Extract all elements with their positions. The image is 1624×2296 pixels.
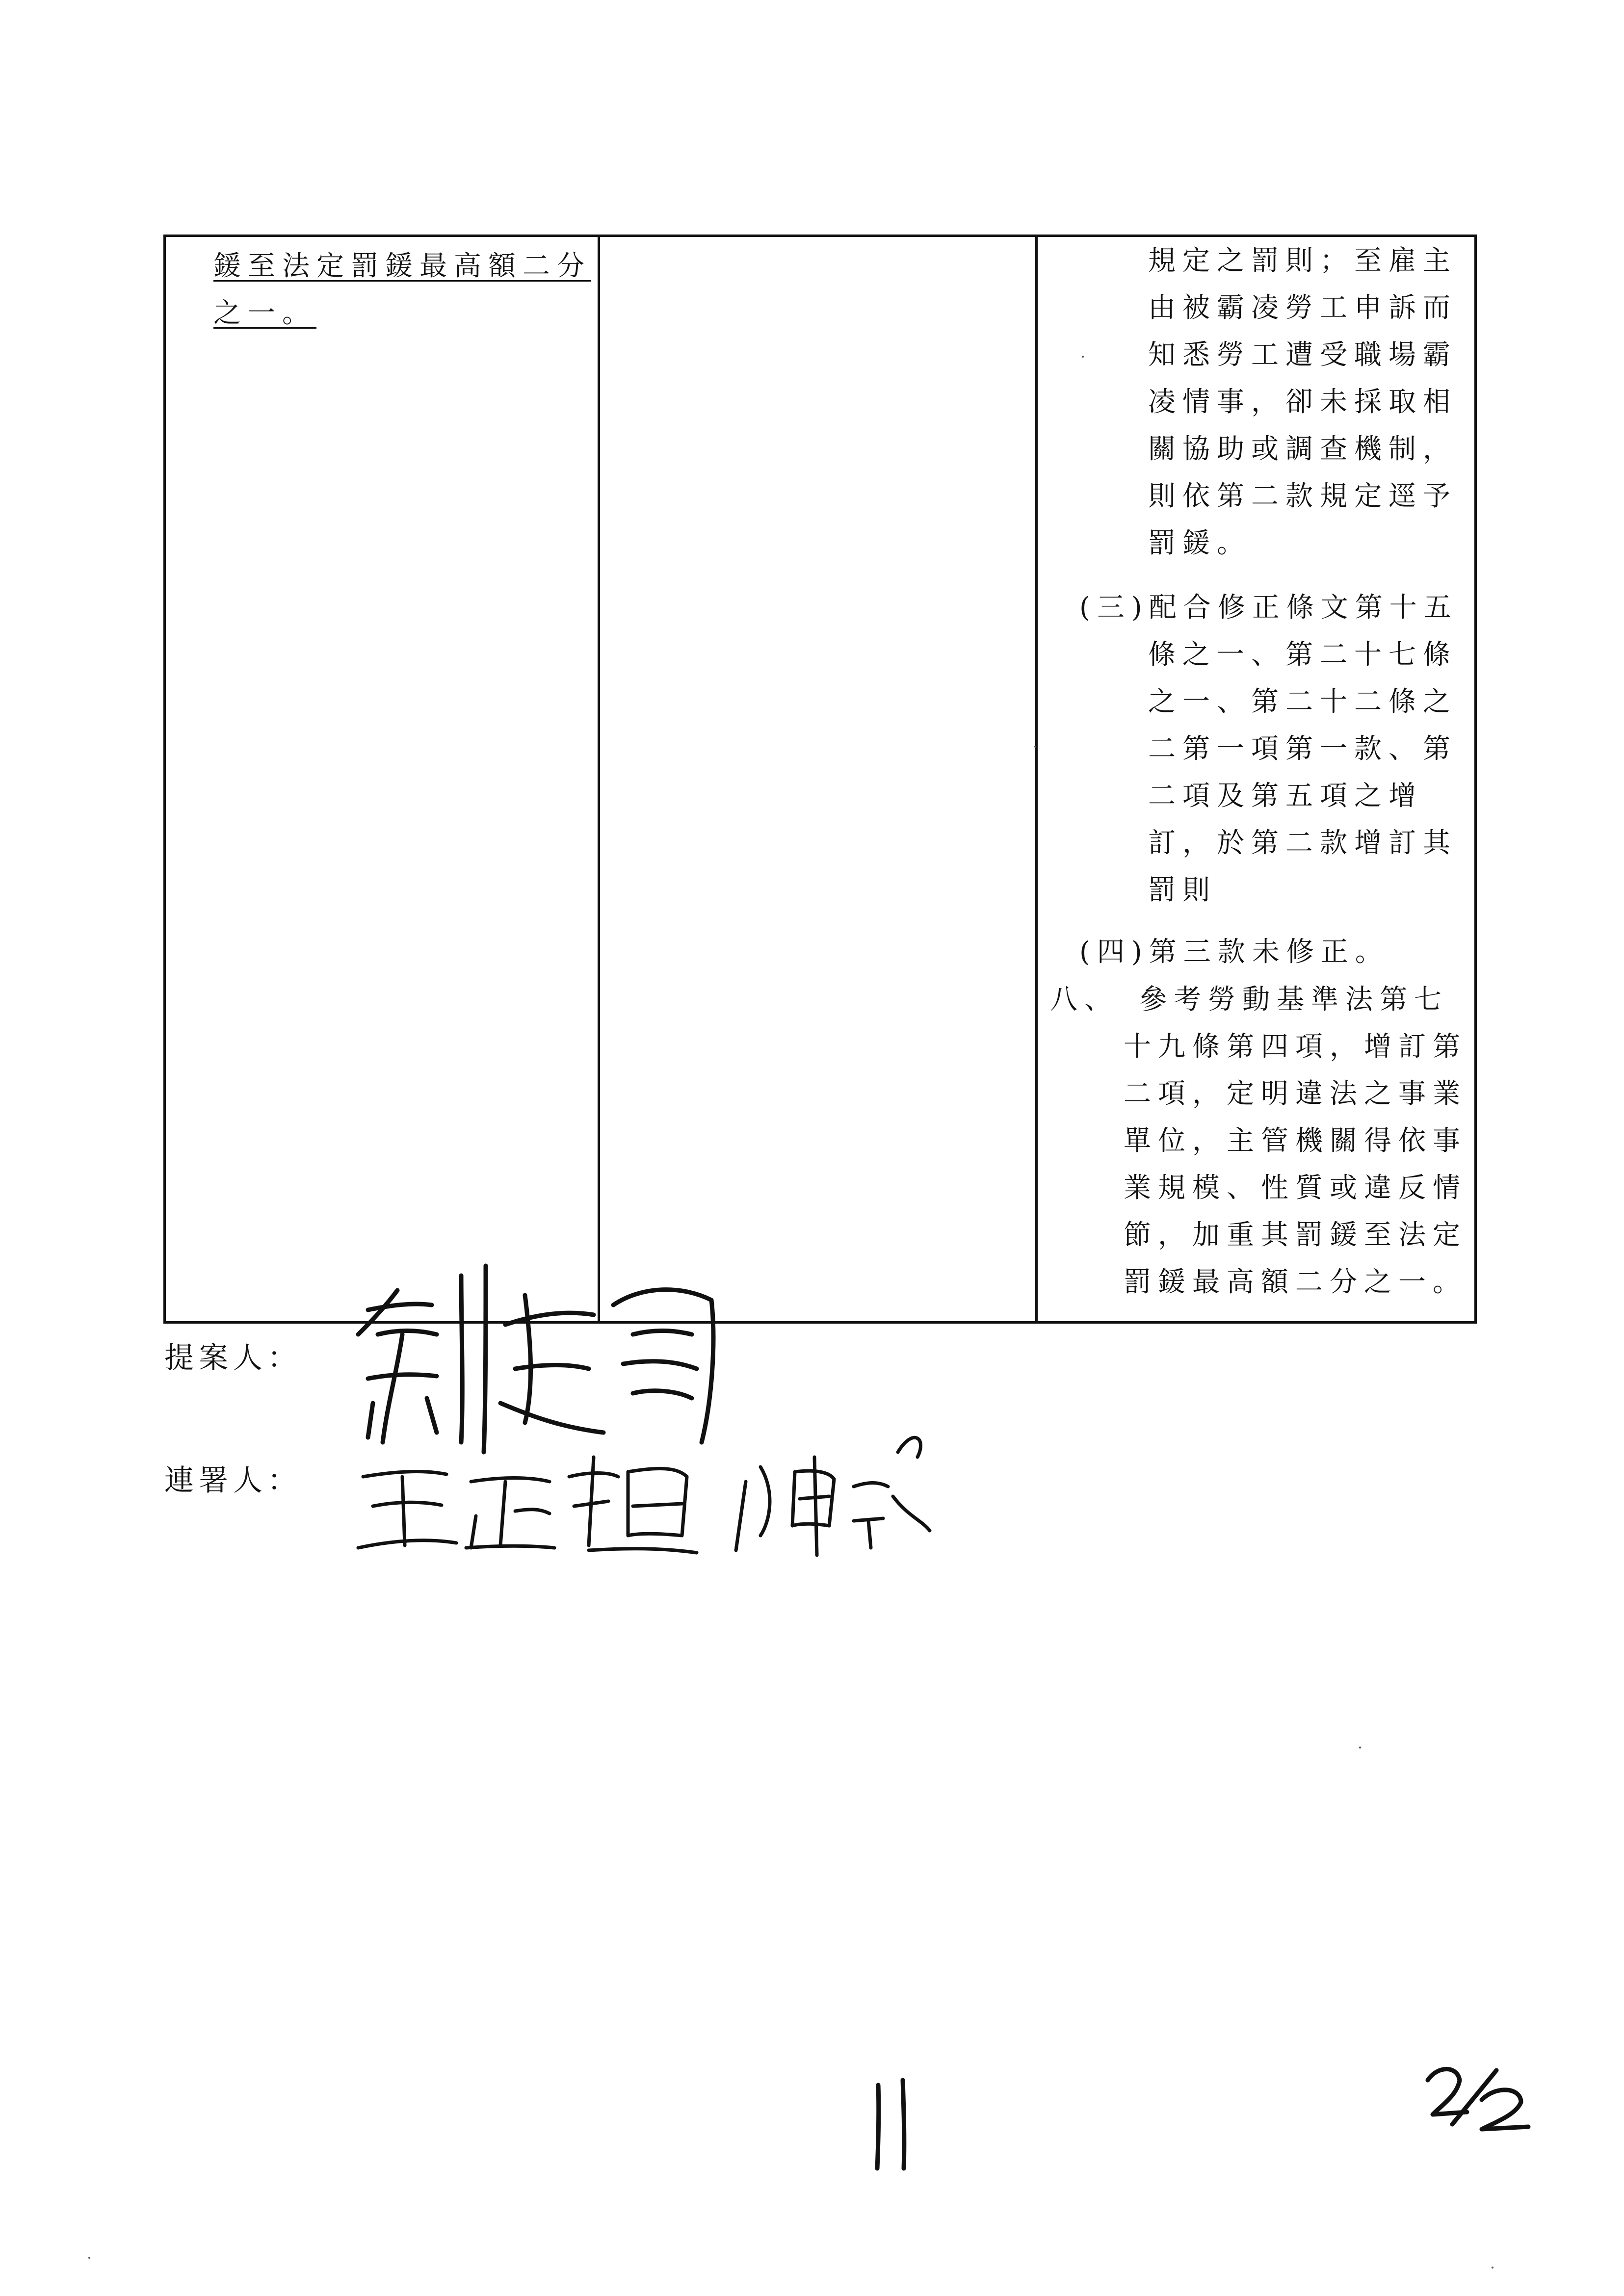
- explanation-line: 關協助或調查機制，: [1148, 433, 1457, 465]
- explanation-line: 條之一、第二十七條: [1148, 639, 1457, 671]
- explanation-line: 八、 參考勞動基準法第七: [1050, 984, 1448, 1016]
- explanation-line: 罰則: [1148, 874, 1217, 906]
- explanation-line: 罰鍰最高額二分之一。: [1124, 1266, 1467, 1298]
- scan-speck: [1359, 1747, 1361, 1748]
- explanation-line: 凌情事，卻未採取相: [1148, 386, 1457, 418]
- cosigner-handwritten-signatures: [343, 1408, 932, 1555]
- explanation-line: 二項及第五項之增: [1148, 780, 1423, 812]
- table-top-border: [163, 235, 1477, 237]
- explanation-line: 二第一項第一款、第: [1148, 733, 1457, 765]
- explanation-line: 業規模、性質或違反情: [1124, 1172, 1467, 1204]
- scan-speck: [88, 2257, 90, 2259]
- proposer-label: 提案人：: [164, 1341, 302, 1375]
- sheet-indicator: [1423, 2061, 1536, 2134]
- scan-speck: [1034, 746, 1036, 748]
- explanation-line: 節，加重其罰鍰至法定: [1124, 1219, 1467, 1251]
- page-number-mark: [864, 2075, 922, 2173]
- page-number: [864, 2075, 922, 2173]
- table-divider-1: [598, 235, 600, 1324]
- explanation-line: 知悉勞工遭受職場霸: [1148, 339, 1457, 371]
- table-right-border: [1474, 235, 1477, 1324]
- amended-text-line: 之一。: [213, 297, 316, 329]
- explanation-line: 規定之罰則；至雇主: [1148, 245, 1457, 277]
- explanation-line: 二項，定明違法之事業: [1124, 1078, 1467, 1110]
- explanation-line: 之一、第二十二條之: [1148, 686, 1457, 718]
- scan-speck: [1082, 356, 1084, 358]
- table-left-border: [163, 235, 166, 1324]
- explanation-line: 十九條第四項，增訂第: [1124, 1031, 1467, 1063]
- explanation-line: 單位，主管機關得依事: [1124, 1125, 1467, 1157]
- explanation-line: (四)第三款未修正。: [1079, 936, 1389, 968]
- cosigner-label: 連署人：: [164, 1463, 302, 1498]
- explanation-line: 由被霸凌勞工申訴而: [1148, 292, 1457, 324]
- explanation-line: (三)配合修正條文第十五: [1079, 592, 1458, 624]
- sheet-indicator-mark: [1423, 2061, 1536, 2134]
- amended-text-cell: [213, 243, 591, 337]
- table-divider-2: [1035, 235, 1038, 1324]
- scan-speck: [1492, 2267, 1493, 2269]
- explanation-line: 罰鍰。: [1148, 527, 1251, 559]
- explanation-line: 訂，於第二款增訂其: [1148, 827, 1457, 859]
- explanation-line: 則依第二款規定逕予: [1148, 480, 1457, 512]
- amended-text-line: 鍰至法定罰鍰最高額二分: [213, 250, 591, 282]
